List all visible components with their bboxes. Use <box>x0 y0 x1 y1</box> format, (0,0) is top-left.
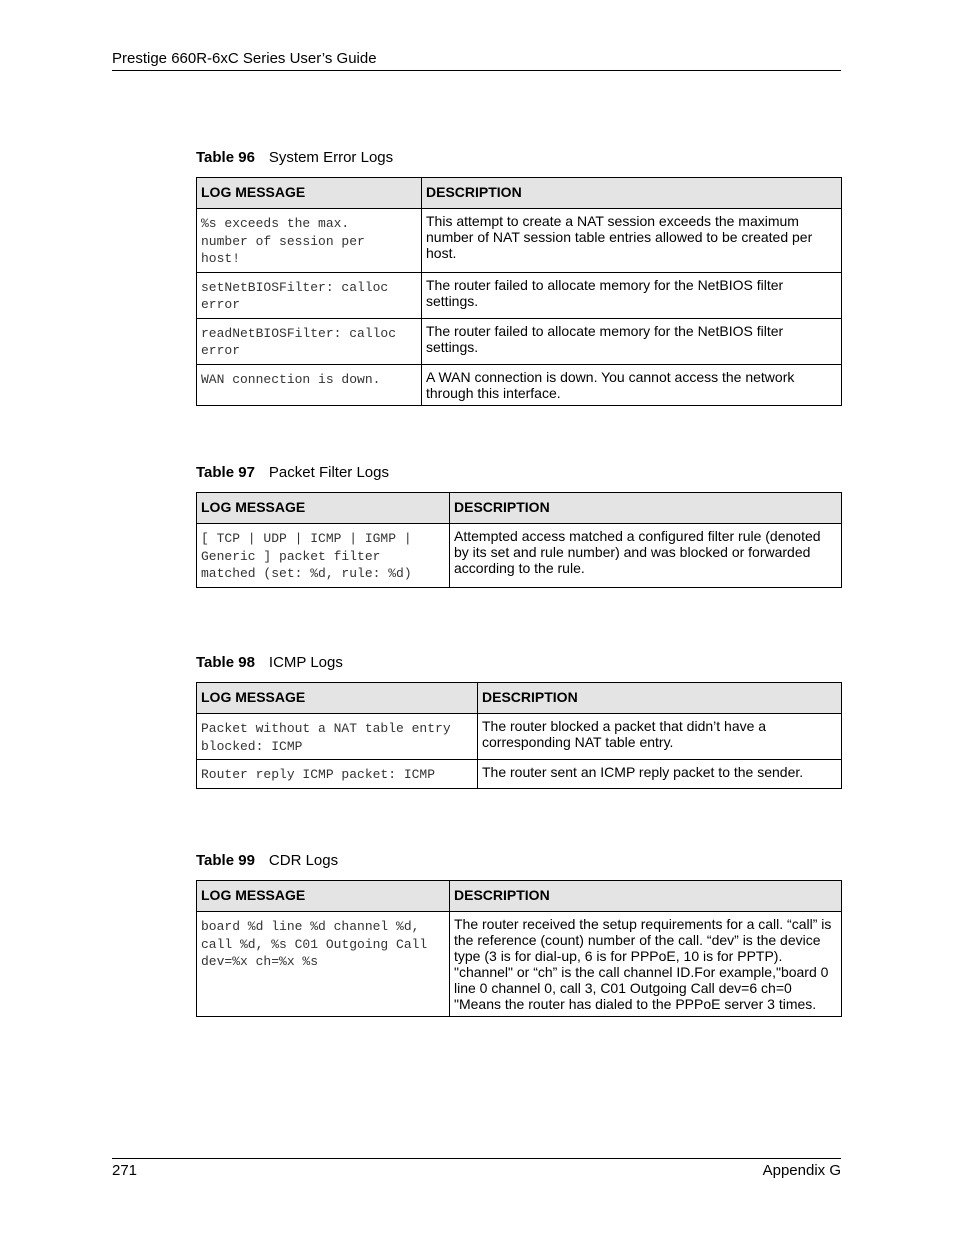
table-97-number: Table 97 <box>196 464 255 481</box>
table-row <box>197 912 842 1017</box>
table-96-number: Table 96 <box>196 149 255 166</box>
description-text: The router failed to allocate memory for the NetBIOS filter settings. <box>426 322 784 355</box>
page-footer <box>112 1158 841 1179</box>
packet-filter-logs-table <box>196 492 842 588</box>
page-header <box>112 50 841 71</box>
description-text: This attempt to create a NAT session exceeds the maximum number of NAT session table entries allowed to be created per host. <box>426 213 813 261</box>
table-header-row <box>197 881 842 912</box>
cdr-logs-table <box>196 880 842 1017</box>
description-cell <box>422 318 842 364</box>
log-message-text: WAN connection is down. <box>201 371 381 387</box>
log-message-text: [ TCP | UDP | ICMP | IGMP | Generic ] packet filter matched (set: %d, rule: %d) <box>201 531 412 581</box>
description-header: DESCRIPTION <box>450 493 842 524</box>
log-message-header: LOG MESSAGE <box>197 683 478 714</box>
log-message-header: LOG MESSAGE <box>197 178 422 209</box>
page-number: 271 <box>112 1162 138 1179</box>
table-row <box>197 318 842 364</box>
description-header: DESCRIPTION <box>478 683 842 714</box>
description-text: The router received the setup requirements for a call. “call” is the reference (count) number of the call. “dev” is the device type (3 is for dial-up, 6 is for PPPoE, 10 is for PPTP). "channel" or “ch” is the call channel ID.For example,"board 0 line 0 channel 0, call 3, C01 Outgoing Call dev=6 ch=0 "Means the router has dialed to the PPPoE server 3 times. <box>454 916 832 1012</box>
log-message-text: %s exceeds the max. number of session per host! <box>201 216 365 266</box>
section-name: Appendix G <box>762 1162 841 1179</box>
description-cell <box>422 364 842 405</box>
table-row <box>197 714 842 760</box>
table-row <box>197 760 842 789</box>
table-row <box>197 209 842 273</box>
log-message-cell <box>197 318 422 364</box>
description-cell <box>422 272 842 318</box>
description-cell <box>478 714 842 760</box>
description-text: The router sent an ICMP reply packet to the sender. <box>482 764 804 780</box>
log-message-cell <box>197 912 450 1017</box>
guide-title: Prestige 660R-6xC Series User’s Guide <box>112 50 377 67</box>
table-97-caption <box>196 464 389 481</box>
icmp-logs-table <box>196 682 842 789</box>
log-message-header: LOG MESSAGE <box>197 881 450 912</box>
log-message-text: Router reply ICMP packet: ICMP <box>201 767 436 782</box>
description-cell <box>450 524 842 588</box>
table-row <box>197 524 842 588</box>
table-97-title: Packet Filter Logs <box>268 464 389 481</box>
log-message-cell <box>197 364 422 405</box>
log-message-cell <box>197 272 422 318</box>
table-98-title: ICMP Logs <box>268 654 343 671</box>
description-cell <box>478 760 842 789</box>
description-header: DESCRIPTION <box>422 178 842 209</box>
description-text: Attempted access matched a configured filter rule (denoted by its set and rule number) and was blocked or forwarded according to the rule. <box>454 528 821 576</box>
description-text: The router failed to allocate memory for the NetBIOS filter settings. <box>426 276 784 309</box>
log-message-text: setNetBIOSFilter: calloc error <box>201 279 389 312</box>
log-message-cell <box>197 760 478 789</box>
log-message-cell <box>197 524 450 588</box>
table-header-row <box>197 493 842 524</box>
description-header: DESCRIPTION <box>450 881 842 912</box>
table-96-caption <box>196 149 393 166</box>
description-cell <box>422 209 842 273</box>
description-text: A WAN connection is down. You cannot access the network through this interface. <box>426 368 795 401</box>
log-message-text: board %d line %d channel %d, call %d, %s C01 Outgoing Call dev=%x ch=%x %s <box>201 919 428 969</box>
table-99-number: Table 99 <box>196 852 255 869</box>
system-error-logs-table <box>196 177 842 406</box>
log-message-header: LOG MESSAGE <box>197 493 450 524</box>
log-message-cell <box>197 714 478 760</box>
description-text: The router blocked a packet that didn’t have a corresponding NAT table entry. <box>482 718 767 750</box>
table-header-row <box>197 178 842 209</box>
table-row <box>197 364 842 405</box>
table-header-row <box>197 683 842 714</box>
description-cell <box>450 912 842 1017</box>
log-message-cell <box>197 209 422 273</box>
table-96-title: System Error Logs <box>268 149 394 166</box>
table-98-number: Table 98 <box>196 654 255 671</box>
log-message-text: Packet without a NAT table entry blocked: ICMP <box>201 721 451 754</box>
table-99-title: CDR Logs <box>268 852 339 869</box>
table-98-caption <box>196 654 343 671</box>
log-message-text: readNetBIOSFilter: calloc error <box>201 325 397 358</box>
table-row <box>197 272 842 318</box>
table-99-caption <box>196 852 338 869</box>
